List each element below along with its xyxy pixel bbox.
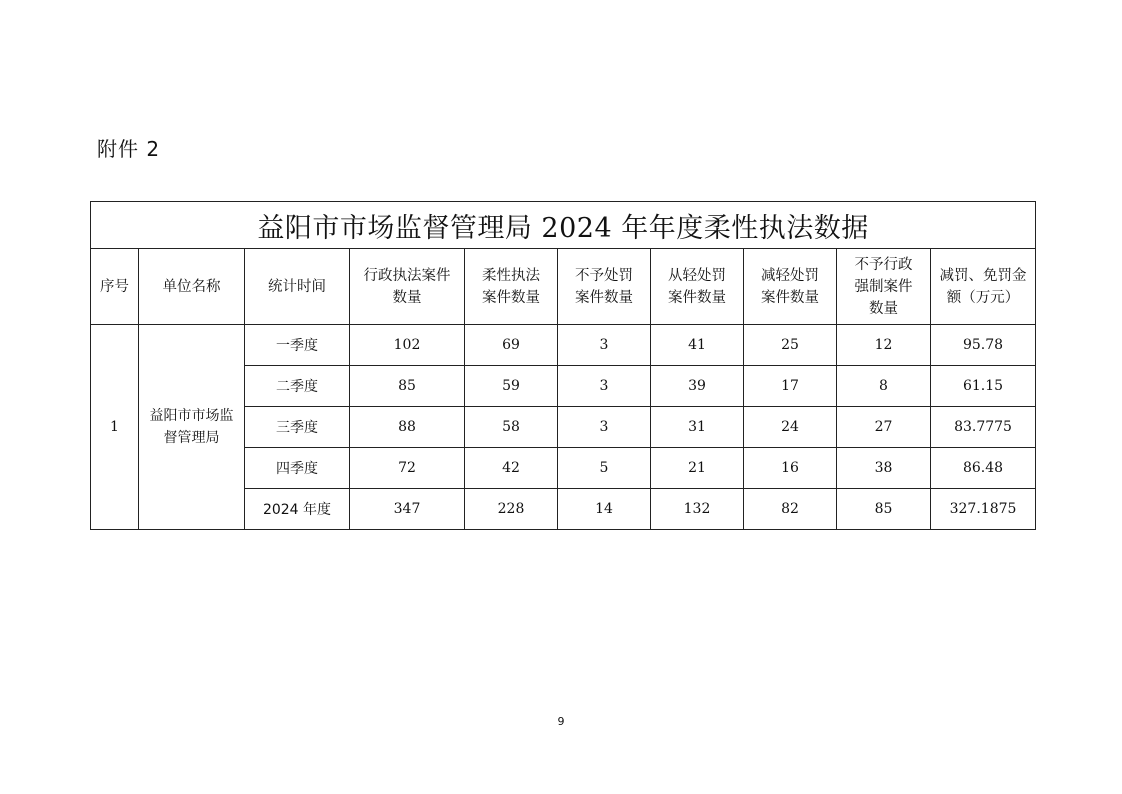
flexible-cases-cell: 59 <box>465 366 558 407</box>
header-lighter-penalty-cases: 从轻处罚 案件数量 <box>651 249 744 325</box>
no-enforcement-cell: 38 <box>837 448 931 489</box>
period-cell: 四季度 <box>245 448 350 489</box>
period-cell: 2024 年度 <box>245 489 350 530</box>
no-enforcement-cell: 12 <box>837 325 931 366</box>
period-cell: 一季度 <box>245 325 350 366</box>
admin-cases-cell: 72 <box>350 448 465 489</box>
reduced-penalty-cell: 17 <box>744 366 837 407</box>
no-penalty-cell: 3 <box>558 407 651 448</box>
no-enforcement-cell: 27 <box>837 407 931 448</box>
header-no-penalty-cases: 不予处罚 案件数量 <box>558 249 651 325</box>
serial-cell: 1 <box>91 325 139 530</box>
lighter-penalty-cell: 41 <box>651 325 744 366</box>
reduced-amount-cell: 95.78 <box>931 325 1036 366</box>
no-penalty-cell: 14 <box>558 489 651 530</box>
flexible-cases-cell: 42 <box>465 448 558 489</box>
reduced-penalty-cell: 16 <box>744 448 837 489</box>
reduced-amount-cell: 327.1875 <box>931 489 1036 530</box>
header-flexible-cases: 柔性执法 案件数量 <box>465 249 558 325</box>
header-serial: 序号 <box>91 249 139 325</box>
attachment-label: 附件 2 <box>97 137 161 161</box>
header-unit-name: 单位名称 <box>139 249 245 325</box>
table-row <box>91 325 1036 366</box>
admin-cases-cell: 347 <box>350 489 465 530</box>
table-title: 益阳市市场监督管理局 2024 年年度柔性执法数据 <box>91 202 1036 249</box>
unit-name-cell: 益阳市市场监 督管理局 <box>139 325 245 530</box>
admin-cases-cell: 102 <box>350 325 465 366</box>
lighter-penalty-cell: 39 <box>651 366 744 407</box>
period-cell: 三季度 <box>245 407 350 448</box>
reduced-penalty-cell: 82 <box>744 489 837 530</box>
no-penalty-cell: 5 <box>558 448 651 489</box>
no-enforcement-cell: 8 <box>837 366 931 407</box>
flexible-cases-cell: 228 <box>465 489 558 530</box>
lighter-penalty-cell: 21 <box>651 448 744 489</box>
no-penalty-cell: 3 <box>558 366 651 407</box>
period-cell: 二季度 <box>245 366 350 407</box>
admin-cases-cell: 88 <box>350 407 465 448</box>
lighter-penalty-cell: 31 <box>651 407 744 448</box>
header-period: 统计时间 <box>245 249 350 325</box>
reduced-penalty-cell: 24 <box>744 407 837 448</box>
reduced-amount-cell: 83.7775 <box>931 407 1036 448</box>
lighter-penalty-cell: 132 <box>651 489 744 530</box>
admin-cases-cell: 85 <box>350 366 465 407</box>
header-no-enforcement-cases: 不予行政 强制案件 数量 <box>837 249 931 325</box>
header-admin-cases: 行政执法案件 数量 <box>350 249 465 325</box>
flexible-cases-cell: 69 <box>465 325 558 366</box>
flexible-enforcement-table <box>90 201 1036 530</box>
no-penalty-cell: 3 <box>558 325 651 366</box>
page-number: 9 <box>557 715 565 728</box>
header-reduced-penalty-cases: 减轻处罚 案件数量 <box>744 249 837 325</box>
flexible-cases-cell: 58 <box>465 407 558 448</box>
header-reduced-amount: 减罚、免罚金 额（万元） <box>931 249 1036 325</box>
table-header-row <box>91 249 1036 325</box>
reduced-penalty-cell: 25 <box>744 325 837 366</box>
reduced-amount-cell: 86.48 <box>931 448 1036 489</box>
reduced-amount-cell: 61.15 <box>931 366 1036 407</box>
no-enforcement-cell: 85 <box>837 489 931 530</box>
